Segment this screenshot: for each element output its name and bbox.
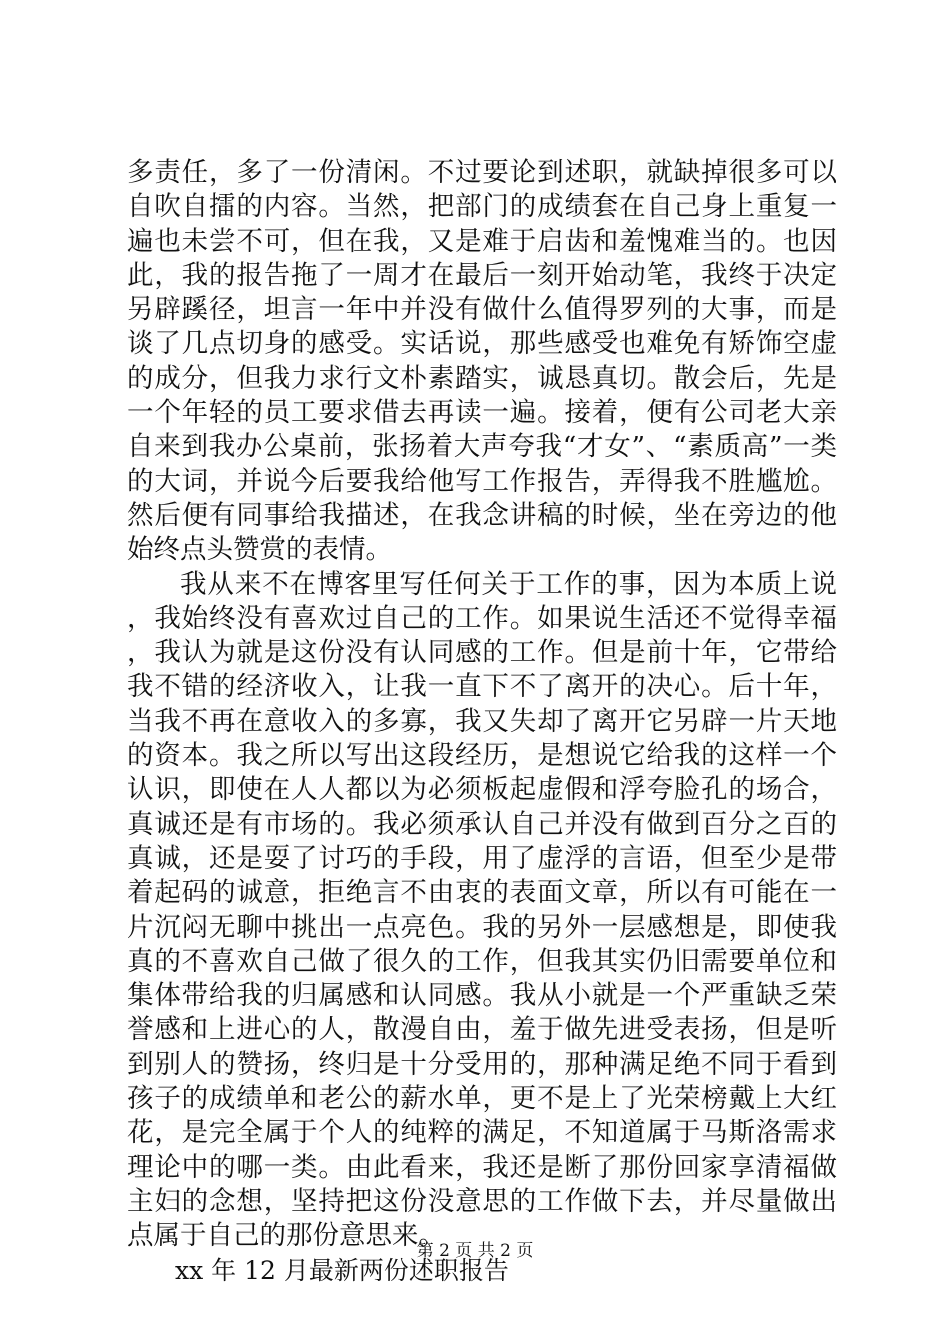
closing-title: xx 年 12 月最新两份述职报告 (175, 1255, 509, 1285)
paragraph-1: 多责任，多了一份清闲。不过要论到述职，就缺掉很多可以自吹自擂的内容。当然，把部门的成绩套在自己身上重复一遍也未尝不可，但在我，又是难于启齿和羞愧难当的。也因此，我的报告拖了一周才在最后一刻开始动笔，我终于决定另辟蹊径，坦言一年中并没有做什么值得罗列的大事，而是谈了几点切身的感受。实话说，那些感受也难免有矫饰空虚的成分，但我力求行文朴素踏实，诚恳真切。散会后，先是一个年轻的员工要求借去再读一遍。接着，便有公司老大亲自来到我办公桌前，张扬着大声夸我“才女”、“素质高”一类的大词，并说今后要我给他写工作报告，弄得我不胜尴尬。然后便有同事给我描述，在我念讲稿的时候，坐在旁边的他始终点头赞赏的表情。 (127, 157, 837, 566)
paragraph-2: 我从来不在博客里写任何关于工作的事，因为本质上说，我始终没有喜欢过自己的工作。如果说生活还不觉得幸福，我认为就是这份没有认同感的工作。但是前十年，它带给我不错的经济收入，让我一直下不了离开的决心。后十年，当我不再在意收入的多寡，我又失却了离开它另辟一片天地的资本。我之所以写出这段经历，是想说它给我的这样一个认识，即使在人人都以为必须板起虚假和浮夸脸孔的场合，真诚还是有市场的。我必须承认自己并没有做到百分之百的真诚，还是耍了讨巧的手段，用了虚浮的言语，但至少是带着起码的诚意，拒绝言不由衷的表面文章，所以有可能在一片沉闷无聊中挑出一点亮色。我的另外一层感想是，即使我真的不喜欢自己做了很久的工作，但我其实仍旧需要单位和集体带给我的归属感和认同感。我从小就是一个严重缺乏荣誉感和上进心的人，散漫自由，羞于做先进受表扬，但是听到别人的赞扬，终归是十分受用的，那种满足绝不同于看到孩子的成绩单和老公的薪水单，更不是上了光荣榜戴上大红花，是完全属于个人的纯粹的满足，不知道属于马斯洛需求理论中的哪一类。由此看来，我还是断了那份回家享清福做主妇的念想，坚持把这份没意思的工作做下去，并尽量做出点属于自己的那份意思来。 (127, 568, 837, 1252)
document-body (127, 156, 837, 1288)
page-number-footer: 第 2 页 共 2 页 (416, 1241, 534, 1261)
